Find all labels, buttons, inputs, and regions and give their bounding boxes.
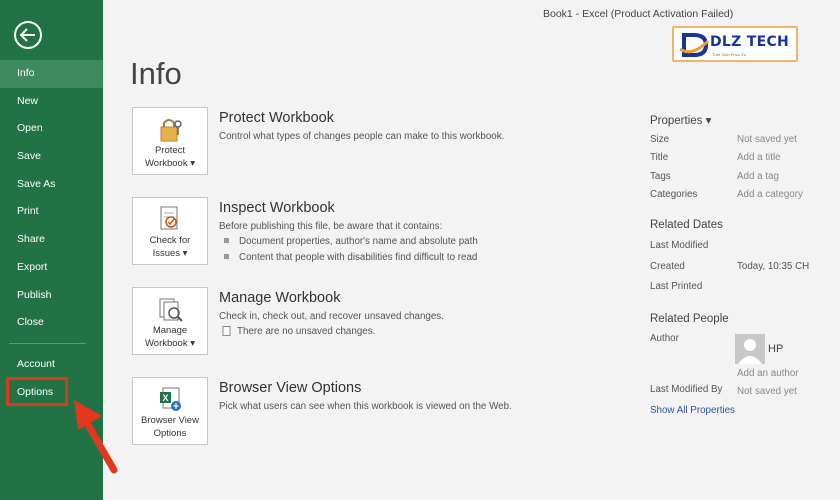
options-highlight-box: [6, 377, 68, 406]
inspect-button-label-1: Check for: [149, 235, 191, 246]
properties-dropdown[interactable]: Properties ▾: [650, 115, 712, 127]
add-author-input[interactable]: Add an author: [737, 368, 799, 379]
protect-button-label-2: Workbook ▾: [144, 157, 195, 169]
size-label: Size: [650, 134, 670, 145]
inspect-document-icon: [154, 205, 186, 233]
sidebar-item-account[interactable]: Account: [17, 358, 55, 370]
categories-label: Categories: [650, 189, 698, 200]
page-title: Info: [130, 56, 182, 91]
manage-button-label-2: Workbook ▾: [144, 337, 195, 349]
manage-workbook-icon: [154, 295, 186, 323]
categories-input[interactable]: Add a category: [737, 189, 803, 200]
protect-workbook-desc: Control what types of changes people can make to this workbook.: [219, 131, 505, 142]
browser-view-options-desc: Pick what users can see when this workbook is viewed on the Web.: [219, 401, 512, 412]
tags-label: Tags: [650, 171, 671, 182]
sidebar-item-share[interactable]: Share: [17, 233, 46, 246]
related-people-heading: Related People: [650, 313, 729, 325]
tags-input[interactable]: Add a tag: [737, 171, 779, 182]
inspect-bullet-2-text: Content that people with disabilities find difficult to read: [239, 252, 478, 263]
manage-button-label-1: Manage: [152, 325, 188, 336]
manage-note-text: There are no unsaved changes.: [237, 326, 376, 337]
excel-browser-icon: [154, 385, 186, 413]
inspect-bullet-1-text: Document properties, author's name and absolute path: [239, 236, 478, 247]
sidebar-divider: [9, 343, 86, 344]
sidebar-item-print[interactable]: Print: [17, 205, 39, 218]
logo-subtext: Thời Gian Phục Vụ: [712, 52, 746, 57]
manage-workbook-desc: Check in, check out, and recover unsaved changes.: [219, 311, 444, 322]
browser-view-options-button[interactable]: [132, 377, 208, 445]
last-modified-by-value: Not saved yet: [737, 386, 797, 397]
browser-button-label-1: Browser View: [141, 415, 199, 426]
last-printed-label: Last Printed: [650, 281, 703, 292]
last-modified-by-label: Last Modified By: [650, 384, 723, 395]
manage-workbook-button[interactable]: [132, 287, 208, 355]
inspect-workbook-title: Inspect Workbook: [219, 200, 335, 216]
created-label: Created: [650, 261, 685, 272]
sidebar-item-publish[interactable]: Publish: [17, 288, 52, 301]
protect-button-label-1: Protect: [154, 145, 186, 156]
document-icon: [222, 326, 231, 336]
window-title: Book1 - Excel (Product Activation Failed): [543, 8, 734, 20]
sidebar-nav: [0, 60, 103, 337]
created-value: Today, 10:35 CH: [737, 261, 810, 272]
check-for-issues-button[interactable]: [132, 197, 208, 265]
title-input[interactable]: Add a title: [737, 152, 781, 163]
related-dates-heading: Related Dates: [650, 219, 723, 231]
sidebar-item-info[interactable]: Info: [0, 60, 103, 88]
sidebar-item-close[interactable]: Close: [17, 316, 44, 329]
inspect-bullet-2: [224, 252, 477, 263]
sidebar-item-options[interactable]: Options: [17, 385, 54, 398]
sidebar-item-save-as[interactable]: Save As: [17, 177, 56, 190]
author-label: Author: [650, 333, 679, 344]
manage-workbook-title: Manage Workbook: [219, 290, 341, 306]
logo-mark-icon: [680, 31, 710, 59]
protect-workbook-button[interactable]: [132, 107, 208, 175]
back-arrow-icon[interactable]: [14, 21, 42, 49]
size-value: Not saved yet: [737, 134, 797, 145]
browser-view-options-title: Browser View Options: [219, 380, 362, 396]
title-label: Title: [650, 152, 669, 163]
author-name: HP: [768, 343, 784, 355]
inspect-workbook-desc: Before publishing this file, be aware that it contains:: [219, 221, 443, 232]
inspect-bullet-1: [224, 236, 478, 247]
sidebar-item-export[interactable]: Export: [17, 260, 48, 273]
inspect-button-label-2: Issues ▾: [152, 247, 188, 259]
show-all-properties-link[interactable]: Show All Properties: [650, 405, 735, 416]
sidebar-item-save[interactable]: Save: [17, 150, 41, 163]
browser-button-label-2: Options: [153, 427, 187, 439]
svg-text:X: X: [162, 393, 169, 403]
sidebar-item-open[interactable]: Open: [17, 122, 43, 135]
last-modified-label: Last Modified: [650, 240, 709, 251]
lock-icon: [154, 115, 186, 143]
logo-text: DLZ TECH: [710, 34, 790, 50]
sidebar-item-new[interactable]: New: [17, 94, 39, 107]
dlz-tech-logo: [672, 26, 798, 62]
protect-workbook-title: Protect Workbook: [219, 110, 334, 126]
annotation-arrow-icon: [62, 390, 128, 480]
author-avatar: [735, 334, 765, 364]
manage-workbook-note: [222, 326, 375, 337]
